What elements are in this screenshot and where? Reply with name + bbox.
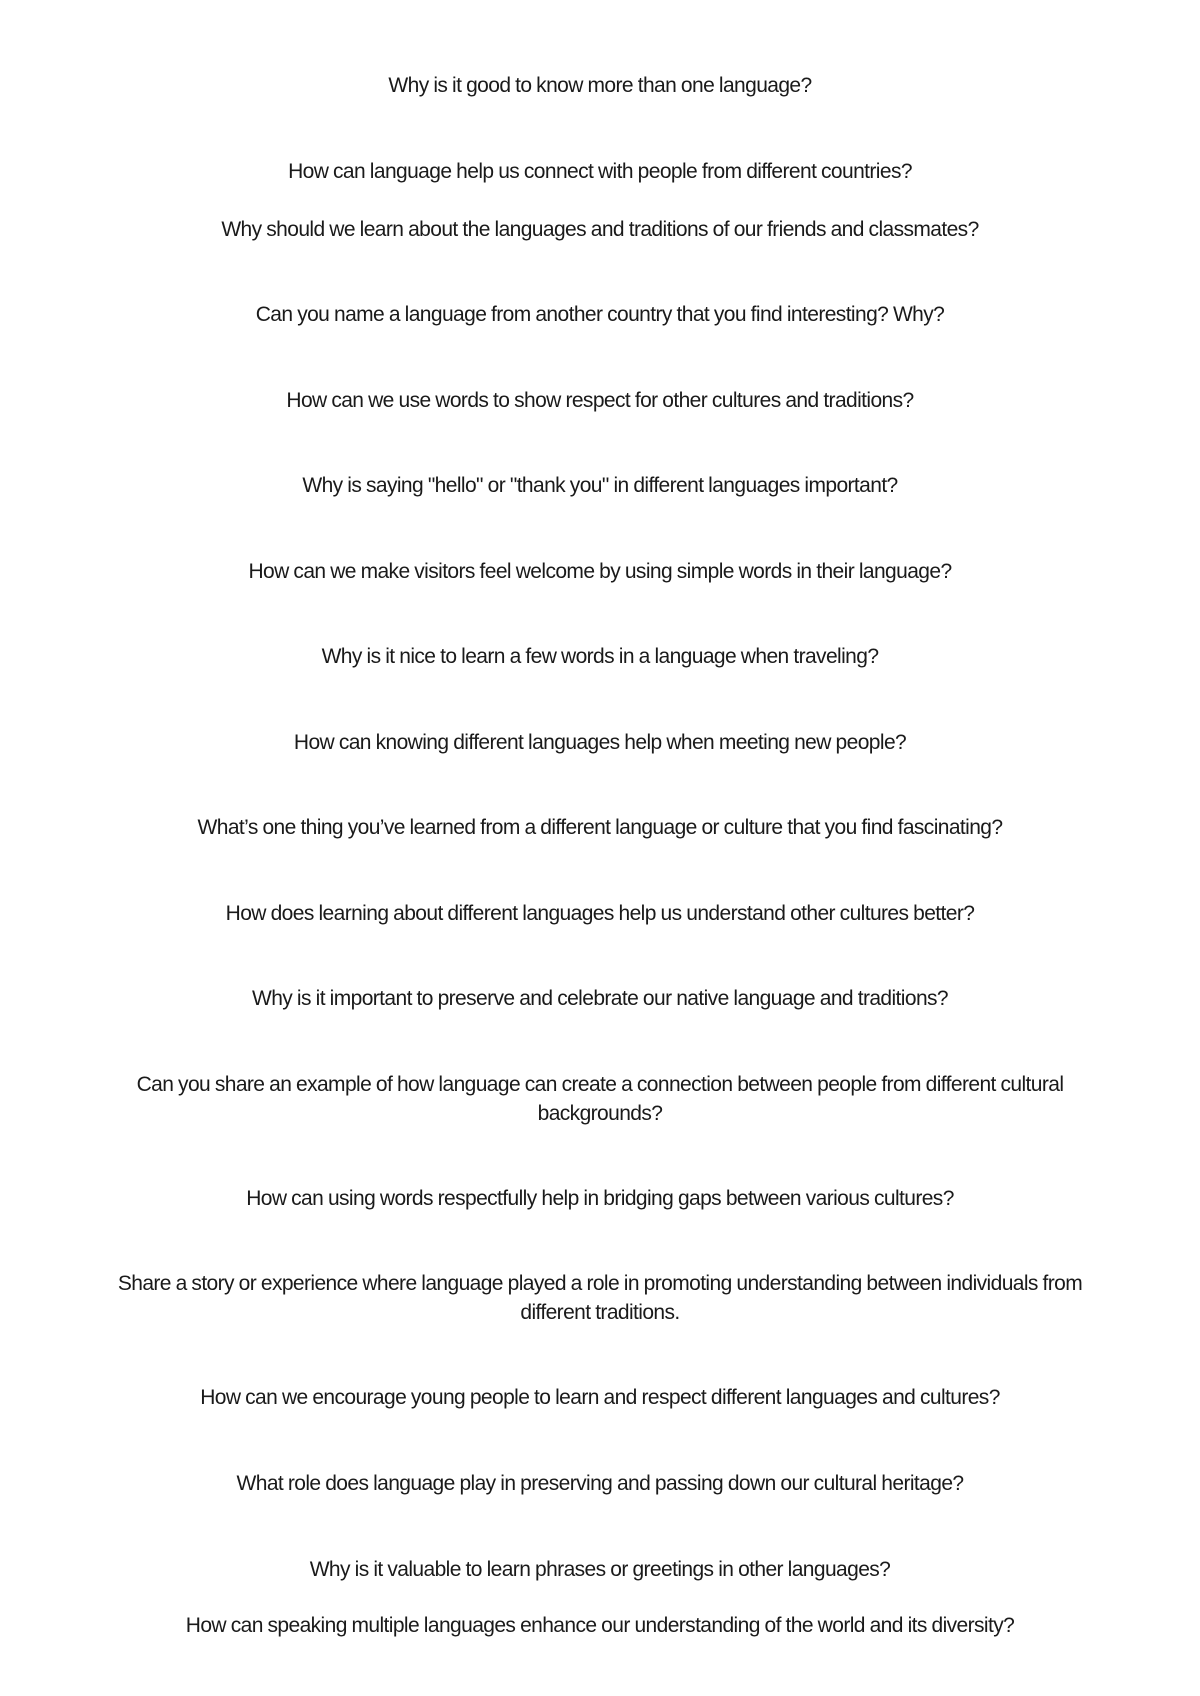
question-1: Why is it good to know more than one language? (388, 74, 812, 97)
question-18: Why is it valuable to learn phrases or greetings in other languages? (309, 1558, 891, 1581)
question-11: How does learning about different languages help us understand other cultures better? (225, 902, 975, 925)
question-19: How can speaking multiple languages enhance our understanding of the world and its diversity? (185, 1614, 1015, 1637)
question-7: How can we make visitors feel welcome by using simple words in their language? (248, 560, 952, 583)
question-14: How can using words respectfully help in bridging gaps between various cultures? (246, 1187, 954, 1210)
question-5: How can we use words to show respect for other cultures and traditions? (286, 389, 914, 412)
question-17: What role does language play in preserving and passing down our cultural heritage? (236, 1472, 964, 1495)
question-16: How can we encourage young people to learn and respect different languages and cultures? (200, 1386, 1000, 1409)
question-6: Why is saying "hello" or "thank you" in different languages important? (302, 474, 898, 497)
question-15: Share a story or experience where language played a role in promoting understanding between individuals from different traditions. (117, 1272, 1083, 1324)
question-9: How can knowing different languages help when meeting new people? (293, 731, 907, 754)
question-12: Why is it important to preserve and celebrate our native language and traditions? (252, 987, 948, 1010)
question-3: Why should we learn about the languages and traditions of our friends and classmates? (221, 218, 979, 241)
question-13: Can you share an example of how language can create a connection between people from different cultural backgrounds? (136, 1073, 1064, 1125)
question-8: Why is it nice to learn a few words in a language when traveling? (321, 645, 879, 668)
question-10: What’s one thing you’ve learned from a different language or culture that you find fascinating? (197, 816, 1003, 839)
question-4: Can you name a language from another country that you find interesting? Why? (255, 303, 945, 326)
question-2: How can language help us connect with people from different countries? (288, 160, 912, 183)
